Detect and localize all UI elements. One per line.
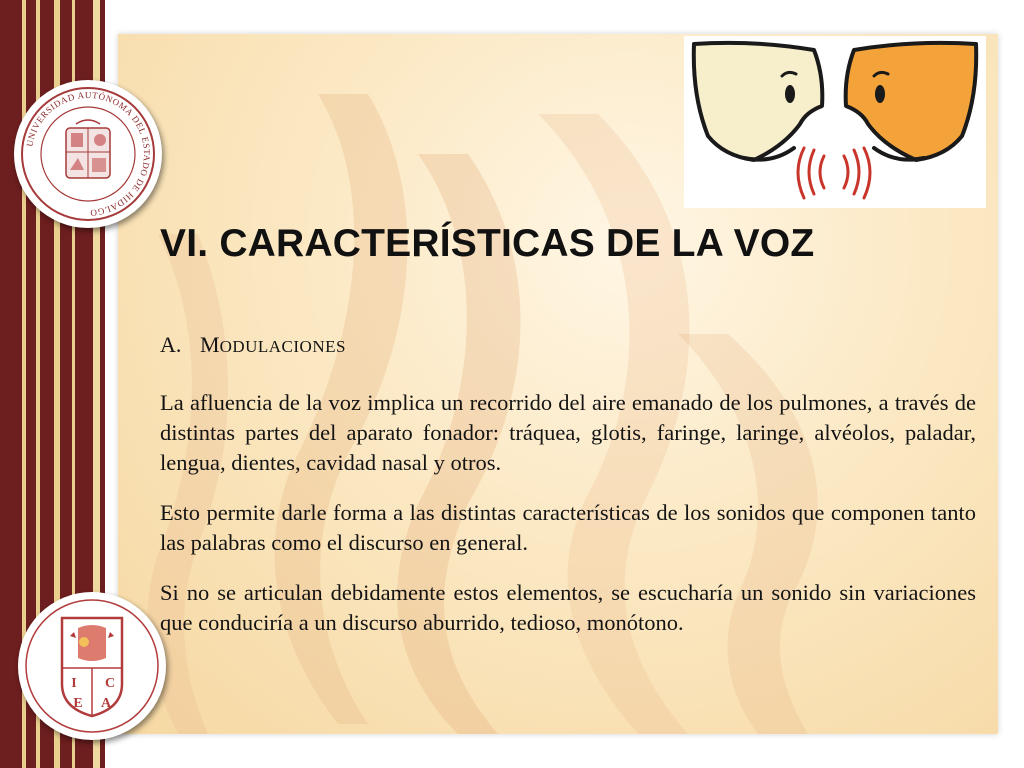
section-heading bbox=[160, 330, 976, 362]
svg-text:UNIVERSIDAD AUTÓNOMA DEL ESTAD: UNIVERSIDAD AUTÓNOMA DEL ESTADO DE HIDALGO bbox=[24, 89, 153, 219]
seal-letter-a: A bbox=[100, 696, 112, 711]
seal-letter-c: C bbox=[104, 676, 116, 691]
two-faces-talking-icon bbox=[684, 36, 986, 208]
paragraph: Si no se articulan debidamente estos elementos, se escucharía un sonido sin variaciones que conduciría a un discurso aburrido, tedioso, monótono. bbox=[160, 580, 976, 635]
section-letter: A. bbox=[160, 332, 182, 357]
slide-content bbox=[160, 330, 976, 658]
university-seal-logo bbox=[14, 80, 162, 228]
section-heading-rest: ODULACIONES bbox=[219, 337, 346, 356]
paragraph: Esto permite darle forma a las distintas características de los sonidos que componen tanto las palabras como el discurso en general. bbox=[160, 500, 976, 555]
icea-seal-logo bbox=[18, 592, 166, 740]
section-heading-initial: M bbox=[200, 332, 220, 357]
slide-title: VI. CARACTERÍSTICAS DE LA VOZ bbox=[160, 222, 815, 265]
seal-letter-e: E bbox=[73, 696, 83, 711]
icea-shield-icon bbox=[18, 592, 166, 740]
paragraph: La afluencia de la voz implica un recorrido del aire emanado de los pulmones, a través de distintas partes del aparato fonador: tráquea, glotis, faringe, laringe, alvéolos, paladar, lengua, dientes, cavidad nasal y otros. bbox=[160, 390, 976, 475]
seal-letter-i: I bbox=[71, 676, 77, 691]
talking-faces-illustration bbox=[684, 36, 986, 208]
university-seal-icon bbox=[14, 80, 162, 228]
